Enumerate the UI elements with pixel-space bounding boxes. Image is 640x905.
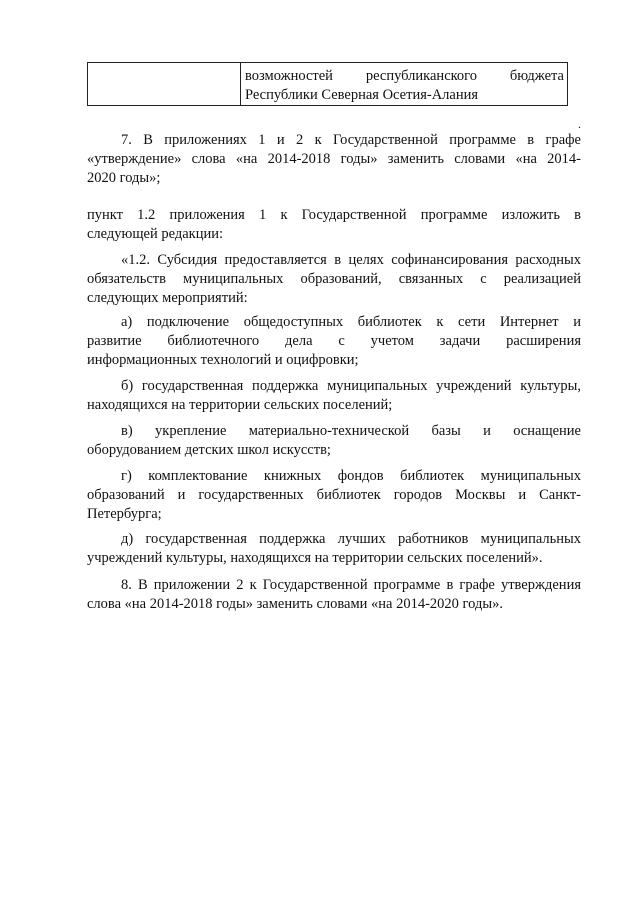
paragraph-line: «утверждение» слова «на 2014-2018 годы» заменить словами «на 2014- — [87, 151, 581, 167]
paragraph-item-7 — [87, 131, 581, 188]
paragraph-line: следующих мероприятий: — [87, 290, 248, 306]
paragraph-line: 7. В приложениях 1 и 2 к Государственной программе в графе — [121, 132, 581, 148]
paragraph-item-g — [87, 467, 581, 524]
paragraph-item-8 — [87, 576, 581, 614]
paragraph-item-v — [87, 422, 581, 460]
paragraph-line: образований и государственных библиотек городов Москвы и Санкт- — [87, 487, 581, 503]
paragraph-line: б) государственная поддержка муниципальных учреждений культуры, — [121, 378, 581, 394]
paragraph-line: слова «на 2014-2018 годы» заменить словами «на 2014-2020 годы». — [87, 596, 503, 612]
paragraph-line: обязательств муниципальных образований, связанных с реализацией — [87, 271, 581, 287]
paragraph-line: пункт 1.2 приложения 1 к Государственной программе изложить в — [87, 207, 581, 223]
continuation-table — [87, 62, 568, 106]
table-text-line: возможностей республиканского бюджета — [245, 68, 564, 84]
paragraph-line: «1.2. Субсидия предоставляется в целях софинансирования расходных — [121, 252, 581, 268]
paragraph-line: в) укрепление материально-технической базы и оснащение — [121, 423, 581, 439]
paragraph-subsidy — [87, 251, 581, 308]
paragraph-line: оборудованием детских школ искусств; — [87, 442, 331, 458]
paragraph-line: учреждений культуры, находящихся на территории сельских поселений». — [87, 550, 543, 566]
paragraph-line: находящихся на территории сельских поселений; — [87, 397, 393, 413]
paragraph-line: информационных технологий и оцифровки; — [87, 352, 359, 368]
paragraph-item-a — [87, 313, 581, 370]
paragraph-line: г) комплектование книжных фондов библиотек муниципальных — [121, 468, 581, 484]
paragraph-line: 8. В приложении 2 к Государственной программе в графе утверждения — [121, 577, 581, 593]
table-cell-text — [241, 63, 567, 105]
paragraph-line: д) государственная поддержка лучших работников муниципальных — [121, 531, 581, 547]
paragraph-line: Петербурга; — [87, 506, 162, 522]
page-mark: . — [578, 117, 581, 131]
paragraph-line: развитие библиотечного дела с учетом задачи расширения — [87, 333, 581, 349]
table-text-line: Республики Северная Осетия-Алания — [245, 87, 479, 103]
paragraph-punkt — [87, 206, 581, 244]
paragraph-item-b — [87, 377, 581, 415]
paragraph-line: а) подключение общедоступных библиотек к сети Интернет и — [121, 314, 581, 330]
paragraph-item-d — [87, 530, 581, 568]
table-cell-empty — [88, 63, 241, 105]
paragraph-line: 2020 годы»; — [87, 170, 161, 186]
paragraph-line: следующей редакции: — [87, 226, 224, 242]
